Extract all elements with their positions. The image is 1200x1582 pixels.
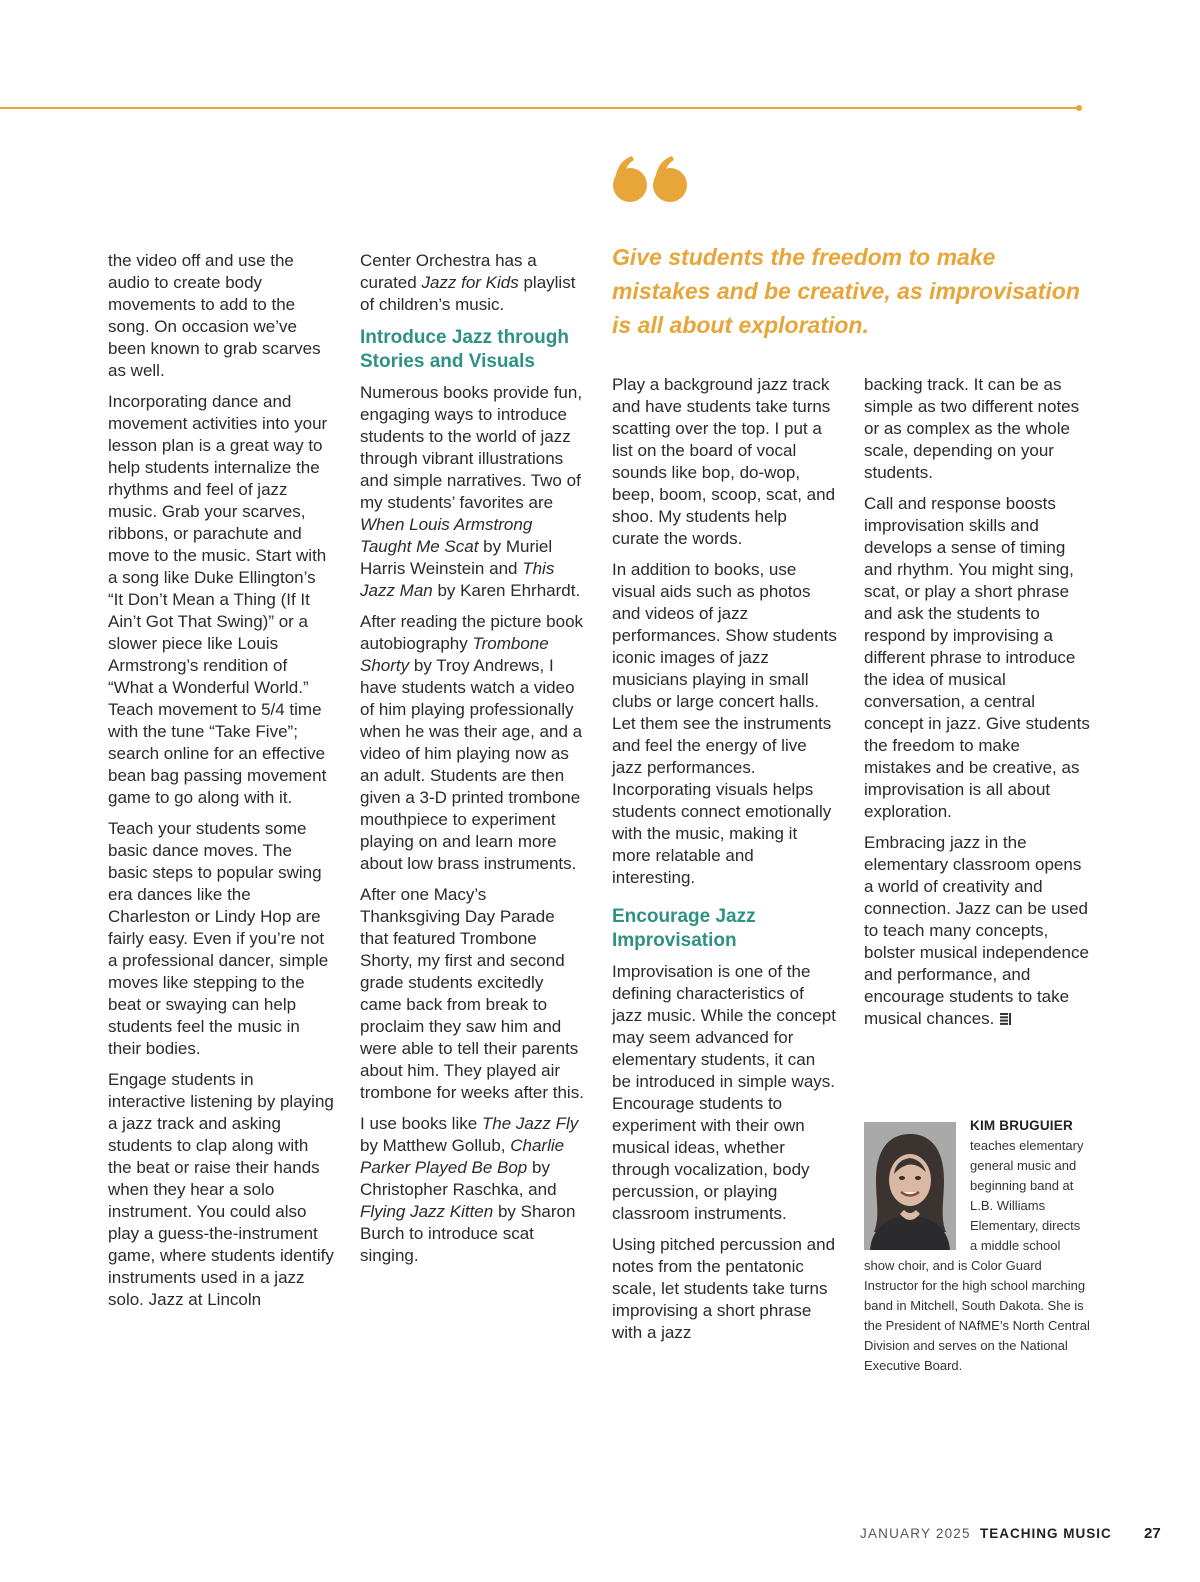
book-title: Trombone Shorty <box>360 634 549 675</box>
paragraph: Play a background jazz track and have students take turns scatting over the top. I put a list on the board of vocal sounds like bop, do-wop, beep, boom, scoop, scat, and shoo. My students help curate the words. <box>612 375 836 548</box>
paragraph: After one Macy’s Thanksgiving Day Parade that featured Trombone Shorty, my first and second grade students excitedly came back from break to proclaim they saw him and were able to tell their parents about him. They played air trombone for weeks after this. <box>360 885 584 1102</box>
paragraph: backing track. It can be as simple as two different notes or as complex as the whole scale, depending on your students. <box>864 375 1080 482</box>
paragraph: Call and response boosts improvisation skills and develops a sense of timing and rhythm. You might sing, scat, or play a short phrase and ask the students to respond by improvising a different phrase to introduce the idea of musical conversation, a central concept in jazz. Give students the freedom to make mistakes and be creative, as improvisation is all about exploration. <box>864 494 1090 821</box>
paragraph: Improvisation is one of the defining characteristics of jazz music. While the concept may seem advanced for elementary students, it can be introduced in simple ways. Encourage students to experiment with their own musical ideas, whether through vocalization, body percussion, or playing classroom instruments. <box>612 962 836 1223</box>
article-column-1 <box>108 250 334 1311</box>
article-column-4 <box>864 374 1090 1030</box>
section-heading-improvisation: Encourage Jazz Improvisation <box>612 906 756 951</box>
pull-quote: Give students the freedom to make mistakes and be creative, as improvisation is all about exploration. <box>612 244 1080 338</box>
issue-date: JANUARY 2025 <box>860 1526 971 1541</box>
author-bio <box>864 1116 1090 1376</box>
top-divider-rule <box>0 107 1079 109</box>
book-title: Flying Jazz Kitten <box>360 1202 494 1221</box>
paragraph: Center Orchestra has a curated Jazz for Kids playlist of children’s music. <box>360 251 576 314</box>
end-of-article-icon <box>1000 1013 1011 1025</box>
divider-end-dot <box>1076 105 1082 111</box>
paragraph: Engage students in interactive listening by playing a jazz track and asking students to clap along with the beat or raise their hands when they hear a solo instrument. You could also play a guess-the-instrument game, where students identify instruments used in a jazz solo. Jazz at Lincoln <box>108 1070 334 1309</box>
magazine-title: TEACHING MUSIC <box>980 1526 1112 1541</box>
book-title: Charlie Parker Played Be Bop <box>360 1136 565 1177</box>
paragraph: Using pitched percussion and notes from the pentatonic scale, let students take turns improvising a short phrase with a jazz <box>612 1235 836 1342</box>
paragraph: I use books like The Jazz Fly by Matthew Gollub, Charlie Parker Played Be Bop by Christopher Raschka, and Flying Jazz Kitten by Sharon Burch to introduce scat singing. <box>360 1114 579 1265</box>
paragraph: Numerous books provide fun, engaging ways to introduce students to the world of jazz through vibrant illustrations and simple narratives. Two of my students’ favorites are When Louis Armstrong Taught Me Scat by Muriel Harris Weinstein and This Jazz Man by Karen Ehrhardt. <box>360 383 583 600</box>
paragraph: After reading the picture book autobiography Trombone Shorty by Troy Andrews, I have students watch a video of him playing professionally when he was their age, and a video of him playing now as an adult. Students are then given a 3-D printed trombone mouthpiece to experiment playing on and learn more about low brass instruments. <box>360 612 584 873</box>
paragraph: In addition to books, use visual aids such as photos and videos of jazz performances. Show students iconic images of jazz musicians playing in small clubs or large concert halls. Let them see the instruments and feel the energy of live jazz performances. Incorporating visuals helps students connect emotionally with the music, making it more relatable and interesting. <box>612 560 837 887</box>
author-name: KIM BRUGUIER <box>970 1118 1073 1133</box>
quotation-mark-icon <box>612 154 692 204</box>
book-title: The Jazz Fly <box>481 1114 579 1133</box>
paragraph: Teach your students some basic dance moves. The basic steps to popular swing era dances like the Charleston or Lindy Hop are fairly easy. Even if you’re not a professional dancer, simple moves like stepping to the beat or swaying can help students feel the music in their bodies. <box>108 819 329 1058</box>
paragraph: Embracing jazz in the elementary classroom opens a world of creativity and connection. Jazz can be used to teach many concepts, bolster musical independence and performance, and encourage students to take musical chances. <box>864 833 1089 1028</box>
paragraph: Incorporating dance and movement activities into your lesson plan is a great way to help students internalize the rhythms and feel of jazz music. Grab your scarves, ribbons, or parachute and move to the music. Start with a song like Duke Ellington’s “It Don’t Mean a Thing (If It Ain’t Got That Swing)” or a slower piece like Louis Armstrong’s rendition of “What a Wonderful World.” Teach movement to 5/4 time with the tune “Take Five”; search online for an effective bean bag passing movement game to go along with it. <box>108 392 328 807</box>
book-title: Jazz for Kids <box>421 273 519 292</box>
page-number: 27 <box>1144 1525 1161 1542</box>
article-column-2 <box>360 250 586 1267</box>
author-photo <box>864 1122 956 1250</box>
article-column-3 <box>612 374 838 1344</box>
author-bio-text: teaches elementary general music and beginning band at L.B. Williams Elementary, directs a middle school show choir, and is Color Guard Instructor for the high school marching band in Mitchell, South Dakota. She is the President of NAfME’s North Central Division and serves on the National Executive Board. <box>864 1138 1090 1373</box>
section-heading-stories: Introduce Jazz through Stories and Visuals <box>360 327 569 372</box>
paragraph: the video off and use the audio to create body movements to add to the song. On occasion we’ve been known to grab scarves as well. <box>108 251 321 380</box>
book-title: When Louis Armstrong Taught Me Scat <box>360 515 533 556</box>
book-title: This Jazz Man <box>360 559 555 600</box>
